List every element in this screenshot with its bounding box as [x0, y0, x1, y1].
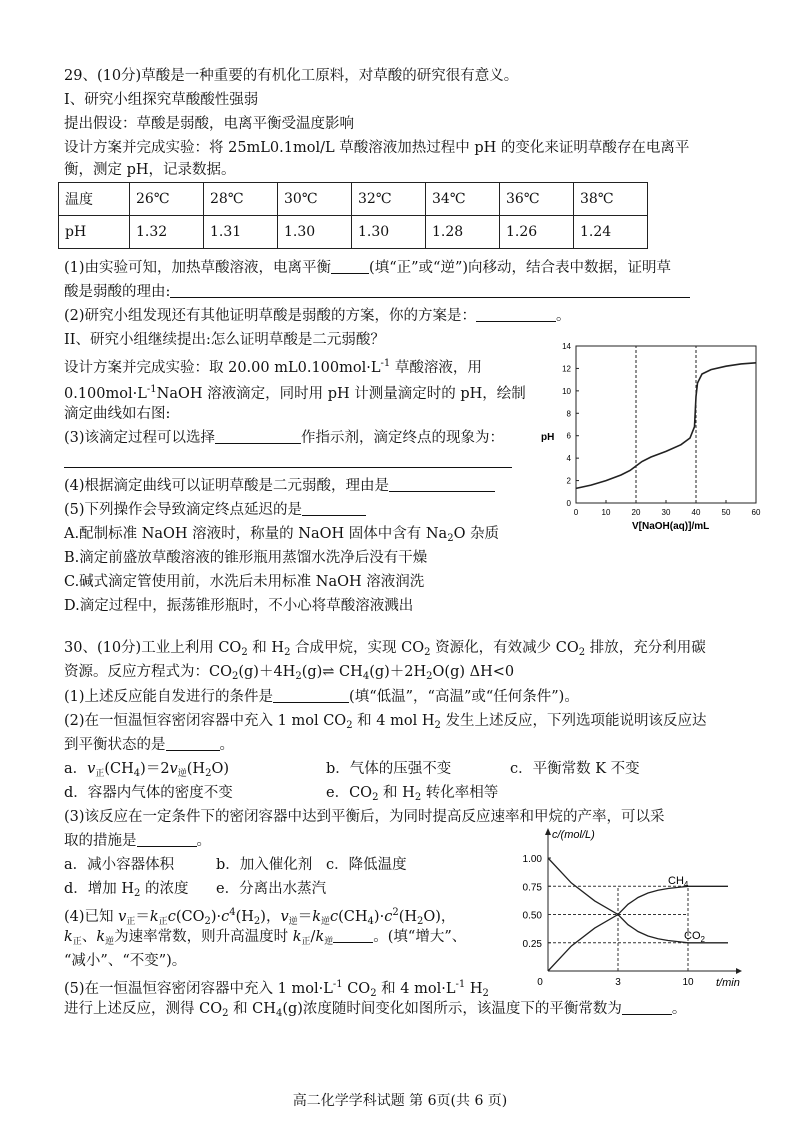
answer-blank[interactable] — [622, 1000, 672, 1015]
conc-y-arrow-icon — [545, 828, 551, 835]
co2-curve-label: $CO_2$ — [684, 930, 705, 944]
q29-hypothesis: 提出假设：草酸是弱酸，电离平衡受温度影响 — [64, 116, 354, 132]
q30-option-e: e．$CO_2$ 和 $H_2$ 转化率相等 — [326, 785, 499, 803]
conc-x-tick-label: 3 — [615, 977, 621, 988]
conc-x-tick-label: 10 — [682, 977, 694, 988]
q29-sub1-line2: 酸是弱酸的理由: — [64, 282, 690, 302]
titration-x-tick-label: 0 — [573, 508, 579, 517]
q29-option-c: C.碱式滴定管使用前，水洗后未用标准 NaOH 溶液润洗 — [64, 574, 425, 590]
titration-y-tick-label: 10 — [562, 386, 571, 396]
answer-blank[interactable] — [476, 307, 556, 322]
q30-sub5-line1: (5)在一恒温恒容密闭容器中充入 1 $mol\cdot L^{-1}$ $CO_2$ 和 4 $mol\cdot L^{-1}$ $H_2$ — [64, 979, 489, 999]
q30-option-b: b．气体的压强不变 — [326, 761, 452, 777]
q30-measures-row1 — [64, 855, 407, 875]
q30-option-d: d．容器内气体的密度不变 — [64, 785, 233, 801]
answer-blank[interactable] — [302, 501, 366, 516]
answer-blank[interactable] — [331, 259, 369, 274]
titration-x-tick-label: 30 — [661, 508, 671, 517]
answer-blank[interactable] — [137, 832, 197, 847]
table-cell: 1.24 — [574, 216, 648, 249]
table-cell: 1.30 — [352, 216, 426, 249]
q29-title: 29、(10分)草酸是一种重要的有机化工原料，对草酸的研究很有意义。 — [64, 68, 519, 84]
answer-blank[interactable] — [333, 928, 373, 943]
answer-blank[interactable] — [389, 477, 495, 492]
q30-sub4-line1: (4)已知 $v_正=k_正c(CO_2)\cdot c^4(H_2)$，$v_逆=k_逆c(CH_4)\cdot c^2(H_2O)$， — [64, 907, 456, 927]
titration-x-tick-label: 40 — [691, 508, 701, 517]
titration-ylabel: pH — [541, 432, 555, 443]
table-cell: 30℃ — [278, 183, 352, 216]
q30-sub4-line2: $k_正$、$k_逆$为速率常数，则升高温度时 $k_正/k_逆$ 。(填“增大”、 — [64, 929, 467, 947]
q30-option-c: c．平衡常数 K 不变 — [510, 761, 640, 777]
q29-option-a: A.配制标准 NaOH 溶液时，称量的 NaOH 固体中含有 $Na_2O$ 杂质 — [64, 526, 500, 544]
q29-design2-line1: 设计方案并完成实验：取 20.00 $mL0.100mol\cdot L^{-1}$ 草酸溶液，用 — [64, 358, 482, 376]
q30-sub1: (1)上述反应能自发进行的条件是 (填“低温”，“高温”或“任何条件”)。 — [64, 689, 579, 705]
q29-sub3-answer-line — [64, 452, 512, 472]
titration-y-tick-label: 2 — [566, 476, 571, 486]
q30-sub3-line2: 取的措施是 。 — [64, 833, 211, 849]
conc-y-tick-label: 0.75 — [522, 882, 542, 894]
titration-x-tick-label: 50 — [721, 508, 731, 517]
q29-design-line2: 衡，测定 pH，记录数据。 — [64, 162, 236, 178]
q30-option-a: a．$v_正(CH_4)=2v_逆(H_2O)$ — [64, 761, 229, 779]
titration-plot-frame — [576, 346, 756, 503]
conc-y-tick-label: 1.00 — [522, 854, 542, 865]
q29-option-b: B.滴定前盛放草酸溶液的锥形瓶用蒸馏水洗净后没有干燥 — [64, 550, 428, 566]
q29-sub3: (3)该滴定过程可以选择 作指示剂，滴定终点的现象为： — [64, 430, 505, 446]
conc-xlabel: t/min — [716, 977, 740, 989]
q30-sub2-line2: 到平衡状态的是 。 — [64, 737, 234, 753]
titration-y-tick-label: 14 — [562, 342, 571, 351]
titration-x-tick-label: 60 — [751, 508, 761, 517]
measure-d: d．增加 $H_2$ 的浓度 — [64, 881, 189, 899]
q29-sub4: (4)根据滴定曲线可以证明草酸是二元弱酸，理由是 — [64, 476, 495, 496]
q29-part2-heading: II、研究小组继续提出:怎么证明草酸是二元弱酸？ — [64, 332, 385, 348]
page-footer: 高二化学学科试题 第 6页(共 6 页) — [292, 1093, 508, 1109]
table-cell: 26℃ — [130, 183, 204, 216]
answer-blank[interactable] — [166, 736, 220, 751]
table-cell: pH — [59, 216, 130, 249]
q30-options-row2 — [64, 783, 499, 803]
ch4-curve-label: $CH_4$ — [668, 875, 689, 889]
titration-y-tick-label: 12 — [562, 364, 571, 374]
conc-x-tick-label: 0 — [537, 977, 543, 988]
table-row — [59, 183, 648, 216]
titration-y-tick-label: 0 — [566, 499, 571, 508]
q29-part1-heading: I、研究小组探究草酸酸性强弱 — [64, 92, 259, 108]
measure-e: e．分离出水蒸汽 — [216, 881, 327, 897]
titration-curve-chart — [536, 338, 768, 538]
measure-b: b．加入催化剂 — [216, 857, 313, 873]
q29-design2-line3: 滴定曲线如右图: — [64, 406, 171, 422]
conc-x-arrow-icon — [736, 968, 742, 974]
q30-options-row1 — [64, 759, 640, 784]
table-cell: 1.32 — [130, 216, 204, 249]
co2-curve-line — [548, 858, 728, 943]
q30-sub4-line3: “减小”、“不变”)。 — [64, 953, 187, 969]
q30-sub3-line1: (3)该反应在一定条件下的密闭容器中达到平衡后，为同时提高反应速率和甲烷的产率，可以采 — [64, 809, 665, 825]
answer-blank[interactable] — [64, 453, 512, 468]
table-cell: 32℃ — [352, 183, 426, 216]
ch4-curve-line — [548, 886, 728, 971]
q29-sub1-line1: (1)由实验可知，加热草酸溶液，电离平衡 (填“正”或“逆”)向移动，结合表中数据，证明草 — [64, 260, 672, 276]
measure-a: a．减小容器体积 — [64, 857, 175, 873]
concentration-time-chart — [508, 828, 748, 990]
answer-blank[interactable] — [215, 429, 301, 444]
measure-c: c．降低温度 — [326, 857, 407, 873]
conc-y-tick-label: 0.25 — [522, 938, 542, 950]
q30-measures-row2 — [64, 879, 327, 904]
q29-sub2: (2)研究小组发现还有其他证明草酸是弱酸的方案，你的方案是： 。 — [64, 308, 571, 324]
table-row — [59, 216, 648, 249]
table-cell: 38℃ — [574, 183, 648, 216]
table-cell: 1.30 — [278, 216, 352, 249]
titration-x-tick-label: 20 — [631, 508, 641, 517]
q30-title: 30、(10分)工业上利用 $CO_2$ 和 $H_2$ 合成甲烷，实现 $CO_2$ 资源化，有效减少 $CO_2$ 排放，充分利用碳 — [64, 640, 706, 658]
conc-ylabel: c/(mol/L) — [552, 829, 595, 841]
titration-curve-line — [576, 363, 756, 489]
table-cell: 28℃ — [204, 183, 278, 216]
table-cell: 1.28 — [426, 216, 500, 249]
titration-y-tick-label: 6 — [566, 431, 571, 441]
answer-blank[interactable] — [170, 283, 690, 298]
q30-sub2-line1: (2)在一恒温恒容密闭容器中充入 1 mol $CO_2$ 和 4 mol $H_2$ 发生上述反应，下列选项能说明该反应达 — [64, 713, 707, 731]
q30-equation: 资源。反应方程式为：$CO_2(g)+4H_2(g)\rightleftharpoons$ $CH_4(g)+2H_2O(g)$ ΔH<0 — [64, 664, 515, 682]
titration-y-tick-label: 8 — [566, 409, 571, 419]
titration-xlabel: V[NaOH(aq)]/mL — [632, 521, 710, 532]
table-cell: 36℃ — [500, 183, 574, 216]
q29-design2-line2: $0.100mol\cdot L^{-1}NaOH$ 溶液滴定，同时用 pH 计测量滴定时的 pH，绘制 — [64, 384, 526, 402]
titration-y-tick-label: 4 — [566, 454, 571, 464]
q30-sub5-line2: 进行上述反应，测得 $CO_2$ 和 $CH_4(g)$浓度随时间变化如图所示，该温度下的平衡常数为 。 — [64, 1001, 687, 1019]
q29-option-d: D.滴定过程中，振荡锥形瓶时，不小心将草酸溶液溅出 — [64, 598, 414, 614]
q29-design-line1: 设计方案并完成实验：将 25mL0.1mol/L 草酸溶液加热过程中 pH 的变化来证明草酸存在电离平 — [64, 140, 690, 156]
titration-x-tick-label: 10 — [601, 508, 611, 517]
table-cell: 1.31 — [204, 216, 278, 249]
conc-y-tick-label: 0.50 — [522, 910, 542, 922]
table-cell: 温度 — [59, 183, 130, 216]
table-cell: 34℃ — [426, 183, 500, 216]
q29-sub5: (5)下列操作会导致滴定终点延迟的是 — [64, 500, 366, 520]
table-cell: 1.26 — [500, 216, 574, 249]
answer-blank[interactable] — [273, 688, 349, 703]
ph-data-table — [58, 182, 648, 249]
